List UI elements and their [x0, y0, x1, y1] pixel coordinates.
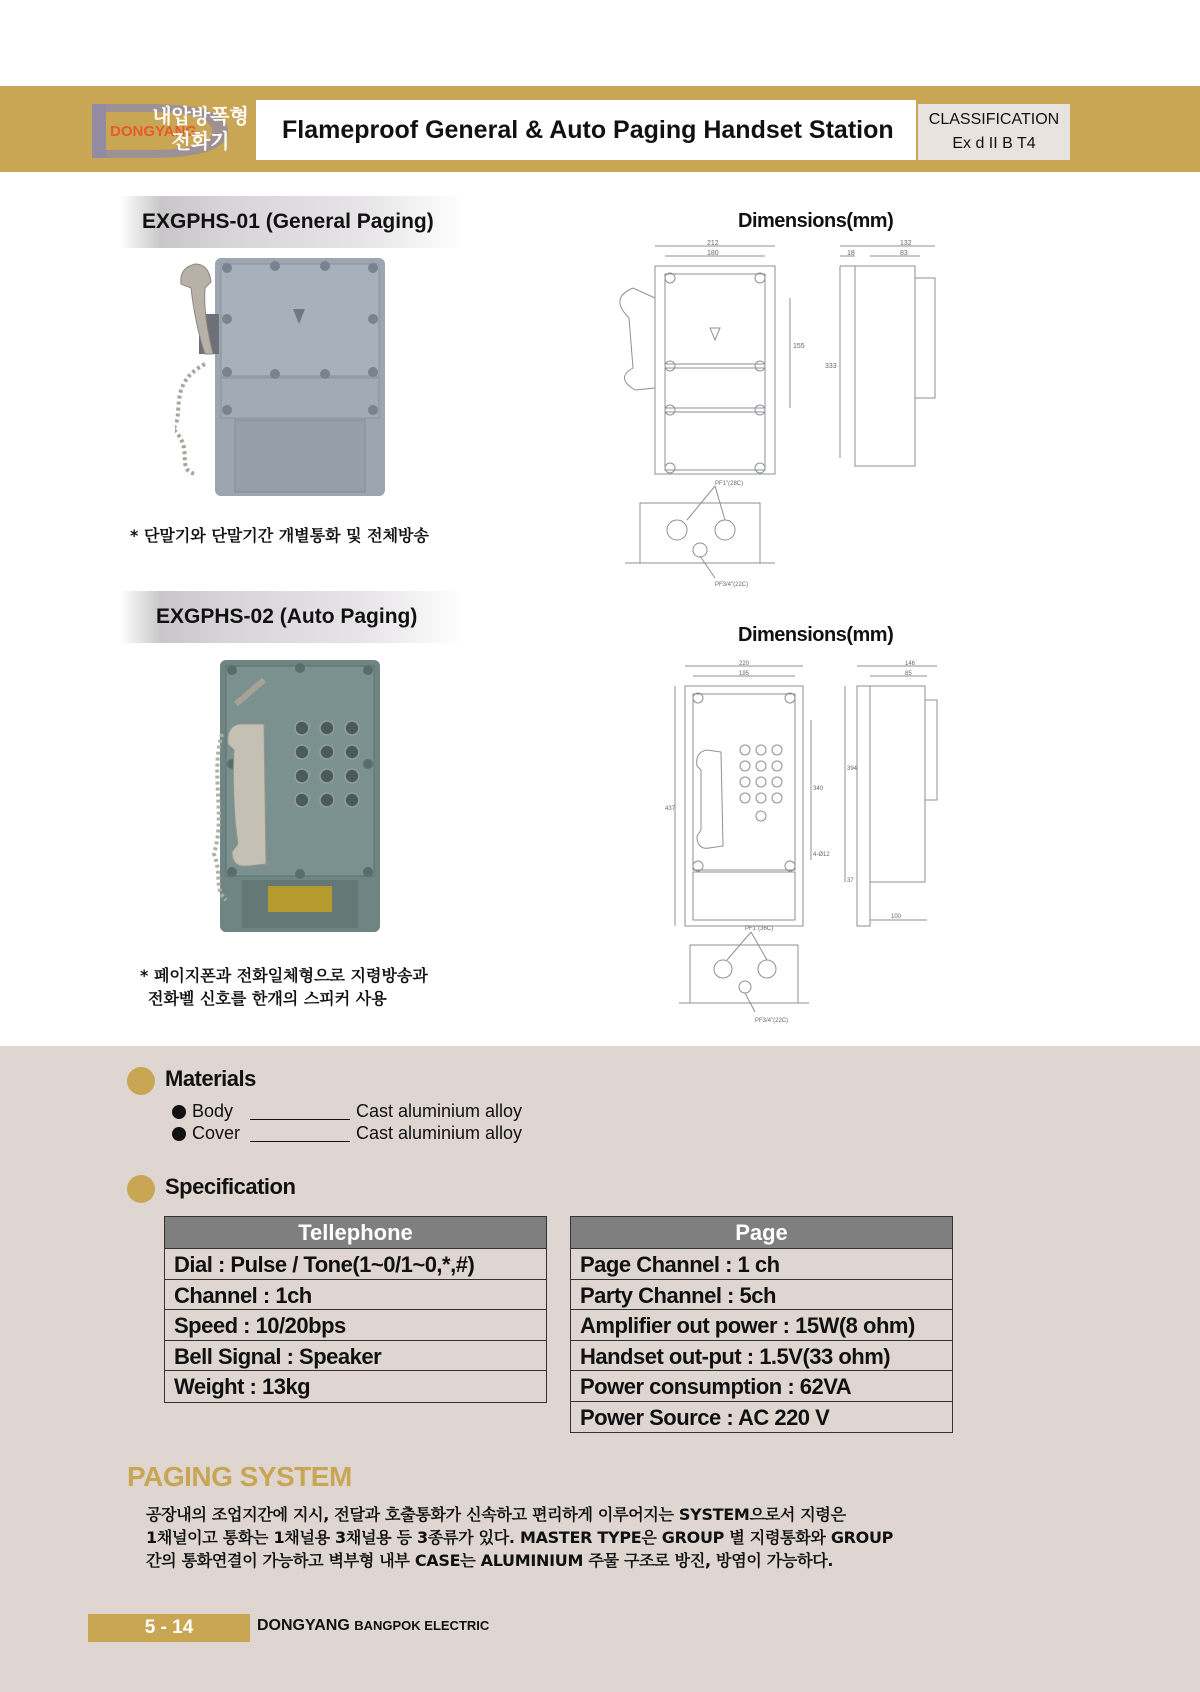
dim2-side-inner: 85: [905, 671, 912, 677]
materials-bullet-icon: [127, 1067, 155, 1095]
material-row-body: [172, 1101, 522, 1122]
footer-company: [257, 1617, 489, 1635]
dim1-side-offset: 18: [847, 250, 855, 257]
table-row: Speed : 10/20bps: [165, 1310, 546, 1341]
leader-line: [250, 1118, 350, 1120]
dim2-height-inner: 340: [813, 786, 824, 792]
table-row: Power Source : AC 220 V: [580, 1404, 830, 1430]
page-number: 5 - 14: [88, 1614, 250, 1642]
logo-korean-title: [148, 104, 253, 154]
dim2-height-outer: 437: [665, 806, 676, 812]
exgphs-02-photo: [212, 654, 388, 938]
material-value: Cast aluminium alloy: [356, 1123, 523, 1143]
classification-box: [918, 104, 1070, 160]
logo-title-line2: 전화기: [171, 129, 230, 153]
table-row: Power consumption : 62VA: [571, 1371, 952, 1402]
table-row: Channel : 1ch: [165, 1280, 546, 1311]
exgphs-01-note: * 단말기와 단말기간 개별통화 및 전체방송: [130, 526, 429, 545]
dim2-width-outer: 220: [739, 661, 750, 667]
table-row: Amplifier out power : 15W(8 ohm): [571, 1310, 952, 1341]
dim2-port-lower: PF3/4"(22C): [755, 1018, 789, 1024]
dim1-port-lower: PF3/4"(22C): [715, 582, 749, 588]
table-row: Page Channel : 1 ch: [571, 1249, 952, 1280]
dim1-width-outer: 212: [707, 240, 719, 247]
material-value: Cast aluminium alloy: [356, 1101, 523, 1121]
material-label: Body: [192, 1101, 234, 1121]
leader-line: [250, 1140, 350, 1142]
footer-company-suffix: BANGPOK ELECTRIC: [354, 1618, 490, 1633]
exgphs-01-dimension-drawing: [615, 238, 950, 588]
table-row: Dial : Pulse / Tone(1~0/1~0,*,#): [165, 1249, 546, 1280]
table-header: Page: [571, 1217, 952, 1249]
classification-label: CLASSIFICATION: [928, 111, 1060, 128]
exgphs-02-note: [140, 964, 500, 1010]
dim2-width-inner: 195: [739, 671, 750, 677]
dim2-mount-holes: 4-Ø12: [813, 852, 830, 858]
paging-line-2: 1채널이고 통화는 1채널용 3채널용 등 3종류가 있다. MASTER TYPE은 GROUP 별 지령통화와 GROUP: [146, 1528, 894, 1547]
bullet-icon: [172, 1127, 186, 1141]
paging-line-3: 간의 통화연결이 가능하고 벽부형 내부 CASE는 ALUMINIUM 주물 구조로 방진, 방염이 가능하다.: [146, 1551, 834, 1570]
paging-system-title: PAGING SYSTEM: [127, 1461, 352, 1492]
classification-value: Ex d II B T4: [952, 135, 1036, 152]
materials-heading: Materials: [165, 1066, 256, 1091]
dim1-side-inner: 83: [900, 250, 908, 257]
model-tag-exgphs-02: EXGPHS-02 (Auto Paging): [120, 591, 465, 643]
model-tag-exgphs-01: EXGPHS-01 (General Paging): [120, 196, 465, 248]
exgphs-02-note-line2: 전화벨 신호를 한개의 스피커 사용: [148, 989, 387, 1008]
exgphs-01-photo: [175, 254, 393, 504]
dim2-side-lower: 37: [847, 878, 854, 884]
dim1-width-inner: 180: [707, 250, 719, 257]
specification-bullet-icon: [127, 1175, 155, 1203]
paging-line-1: 공장내의 조업지간에 지시, 전달과 호출통화가 신속하고 편리하게 이루어지는 SYSTEM으로서 지령은: [146, 1505, 846, 1524]
page-spec-table: [570, 1216, 953, 1433]
telephone-spec-table: [164, 1216, 547, 1403]
table-row: Weight : 13kg: [174, 1374, 311, 1399]
dim1-height-inner: 155: [793, 343, 805, 350]
dim1-port-upper: PF1"(28C): [715, 481, 744, 487]
dim2-base: 100: [891, 914, 902, 920]
exgphs-02-note-line1: * 페이지폰과 전화일체형으로 지령방송과: [140, 966, 428, 985]
table-row: Handset out-put : 1.5V(33 ohm): [571, 1341, 952, 1372]
specification-heading: Specification: [165, 1174, 296, 1199]
table-row: Party Channel : 5ch: [571, 1280, 952, 1311]
page-title: Flameproof General & Auto Paging Handset Station: [256, 100, 916, 160]
dim2-side-height: 394: [847, 766, 858, 772]
dimensions-label-1: Dimensions(mm): [738, 210, 894, 232]
dim2-port-upper: PF1"(36C): [745, 926, 774, 932]
table-row: Bell Signal : Speaker: [165, 1341, 546, 1372]
material-row-cover: [172, 1123, 522, 1144]
dim2-side-depth: 146: [905, 661, 916, 667]
dimensions-label-2: Dimensions(mm): [738, 624, 894, 646]
logo-title-line1: 내압방폭형: [152, 104, 249, 128]
paging-system-description: [146, 1503, 966, 1572]
dim1-side-depth: 132: [900, 240, 912, 247]
exgphs-02-dimension-drawing: [665, 660, 955, 1025]
footer-company-name: DONGYANG: [257, 1617, 350, 1634]
table-header: Tellephone: [165, 1217, 546, 1249]
logo-brand-text: DONGYANG: [110, 123, 197, 140]
material-label: Cover: [192, 1123, 241, 1143]
dim1-height-outer: 333: [825, 363, 837, 370]
bullet-icon: [172, 1105, 186, 1119]
